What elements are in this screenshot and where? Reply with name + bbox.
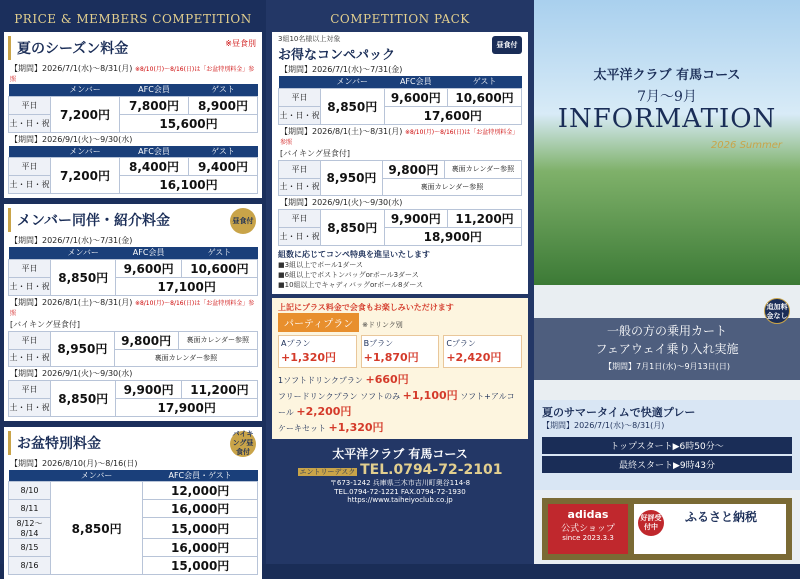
date-cell: 8/10 [9,482,51,500]
price-cell: 9,800円 [114,331,178,349]
soft-label: ソフトのみ [360,392,400,401]
cart-line: 一般の方の乗用カート [538,322,796,340]
price-cell: 7,200円 [51,158,120,194]
price-cell: 8,850円 [321,88,385,124]
free-drink-label: フリードリンクプラン [278,392,358,401]
period: 【期間】2026/9/1(火)～9/30(水) [8,133,258,146]
price-panel [0,0,266,564]
price-cell: 裏面カレンダー参照 [114,349,257,366]
price-cell: 17,900円 [116,398,258,416]
tel-fax: TEL.0794-72-1221 FAX.0794-72-1930 [272,488,528,496]
price-cell: 18,900円 [384,227,521,245]
row-label: 土・日・祝 [279,106,321,124]
one-drink-label: 1ソフトドリンクプラン [278,376,363,385]
summer-title: 夏のサマータイムで快適プレー [542,404,792,420]
row-label: 平日 [9,331,51,349]
last-start: 最終スタート▶9時43分 [542,456,792,473]
price-cell: 10,600円 [181,259,257,277]
col-afc: AFC会員 [120,146,189,158]
meal-plans [272,298,528,439]
cart-line: フェアウェイ乗り入れ実施 [538,340,796,358]
pack-table [278,209,522,246]
website-link[interactable]: https://www.taiheiyoclub.co.jp [272,496,528,504]
price-cell: 8,950円 [321,160,383,195]
col-guest: ゲスト [181,247,257,259]
address: 〒673-1242 兵庫県三木市吉川町奥谷114-8 [272,478,528,488]
period: 【期間】2026/8/1(土)～8/31(月) [10,298,132,307]
period: 【期間】2026/7/1(水)～7/31(金) [8,234,258,247]
price-cell: 16,000円 [143,539,258,557]
viking-note: [バイキング昼食付] [8,318,258,331]
price-table [8,247,258,296]
row-label: 土・日・祝 [9,176,51,194]
months: 7月～9月 [534,86,800,106]
price-cell: 8,400円 [120,158,189,176]
cart-notice [534,318,800,380]
promo-strip [542,498,792,560]
panel-title: PRICE & MEMBERS COMPETITION [4,4,262,32]
price-table [8,84,258,133]
summer-card [4,32,262,198]
price-cell: 17,100円 [116,277,258,295]
row-label: 土・日・祝 [9,114,51,132]
gift-line: ■10組以上でキャディバッグorボール8ダース [278,280,522,290]
cart-period: 【期間】7月1日(水)～9月13日(日) [538,358,796,376]
pack-table [278,160,522,196]
col-afc-guest: AFC会員・ゲスト [143,470,258,482]
note: ※8/10(月)～8/16(日)は「お盆特別料金」参照 [10,66,254,83]
referral-title: メンバー同伴・紹介料金 [8,208,258,232]
lunch-badge: 昼食付 [230,208,256,234]
date-cell: 8/12～8/14 [9,518,51,539]
plan-label: Cプラン [446,339,476,348]
obon-card [4,427,262,579]
col-guest: ゲスト [189,84,258,96]
contact-block [272,445,528,504]
price-cell: 9,900円 [384,209,448,227]
price-cell: 8,850円 [51,380,116,416]
soft-price: +1,100円 [403,389,458,402]
plan-price: +1,870円 [364,351,419,364]
col-member: メンバー [51,84,120,96]
alc-label: ソフト+アルコール [278,392,515,417]
gift-title: 組数に応じてコンペ特典を進呈いたします [278,249,522,260]
pack-card [272,32,528,294]
alc-price: +2,200円 [296,405,351,418]
plan-a [278,335,357,368]
party-title: パーティプラン [278,313,359,332]
row-label: 土・日・祝 [279,178,321,195]
date-cell: 8/16 [9,557,51,575]
row-label: 平日 [279,160,321,178]
price-cell: 11,200円 [181,380,257,398]
price-cell: 15,600円 [120,114,258,132]
info-panel [534,0,800,564]
period: 【期間】2026/9/1(火)～9/30(水) [278,196,522,209]
row-label: 平日 [9,380,51,398]
one-drink-price: +660円 [365,373,408,386]
price-cell: 裏面カレンダー参照 [444,160,521,178]
obon-table [8,470,258,576]
gift-line: ■3組以上でボール1ダース [278,260,522,270]
price-cell: 7,200円 [51,96,120,132]
col-afc: AFC会員 [120,84,189,96]
price-cell: 8,950円 [51,331,115,366]
row-label: 土・日・祝 [279,227,321,245]
row-label: 平日 [279,88,321,106]
top-start: トップスタート▶6時50分～ [542,437,792,454]
price-cell: 9,600円 [116,259,181,277]
pack-sub: 3組10名様以上対象 [278,34,522,44]
col-member: メンバー [51,470,143,482]
price-cell: 15,000円 [143,557,258,575]
price-cell: 12,000円 [143,482,258,500]
furusato-box[interactable] [634,504,786,554]
club-name: 太平洋クラブ 有馬コース [534,64,800,83]
no-fee-badge: 追加料金なし [764,298,790,324]
col-member: メンバー [51,146,120,158]
shop-label: 公式ショップ [552,521,624,534]
price-cell: 15,000円 [143,518,258,539]
price-cell: 17,600円 [384,106,521,124]
panel-title: COMPETITION PACK [272,4,528,32]
period: 【期間】2026/8/1(土)～8/31(月) [280,127,402,136]
viking-badge: バイキング昼食付 [230,431,256,457]
pack-table [278,76,522,125]
summer-time [534,400,800,490]
since-label: since 2023.3.3 [552,534,624,542]
summer-title: 夏のシーズン料金 [8,36,258,60]
col-afc: AFC会員 [116,247,181,259]
price-table [8,331,258,367]
price-cell: 裏面カレンダー参照 [382,178,521,195]
row-label: 土・日・祝 [9,349,51,366]
price-cell: 8,850円 [321,209,385,245]
obon-title: お盆特別料金 [8,431,258,455]
row-label: 平日 [9,158,51,176]
price-cell: 10,600円 [448,88,522,106]
cake-label: ケーキセット [278,424,326,433]
adidas-shop[interactable] [548,504,628,554]
price-table [8,380,258,417]
price-cell: 7,800円 [120,96,189,114]
date-cell: 8/11 [9,500,51,518]
gift-line: ■6組以上でボストンバッグorボール3ダース [278,270,522,280]
pack-title: お得なコンペパック [278,44,522,63]
date-cell: 8/15 [9,539,51,557]
course-photo [534,0,800,285]
popular-badge: 好評受付中 [638,510,664,536]
entry-desk: エントリーデスク [298,468,358,476]
price-cell: 11,200円 [448,209,522,227]
period: 【期間】2026/9/1(火)～9/30(水) [8,367,258,380]
viking-note: [バイキング昼食付] [278,147,522,160]
period: 【期間】2026/8/10(月)～8/16(日) [8,457,258,470]
col-guest: ゲスト [448,76,522,88]
col-guest: ゲスト [189,146,258,158]
col-member: メンバー [321,76,385,88]
cake-price: +1,320円 [329,421,384,434]
price-cell: 9,800円 [382,160,444,178]
plan-b [361,335,440,368]
competition-panel [266,0,534,564]
price-table [8,146,258,195]
tel-link[interactable]: TEL.0794-72-2101 [360,462,502,478]
furusato-title: ふるさと納税 [660,508,782,525]
referral-card [4,204,262,421]
price-cell: 8,900円 [189,96,258,114]
note: ※8/10(月)～8/16(日)は「お盆特別料金」参照 [280,129,518,146]
club-name: 太平洋クラブ 有馬コース [272,445,528,462]
plan-price: +1,320円 [281,351,336,364]
summer-period: 【期間】2026/7/1(水)～8/31(月) [542,420,792,431]
lunch-note: ※昼食別 [225,38,256,49]
period: 【期間】2026/7/1(水)～8/31(月) [10,64,132,73]
plan-c [443,335,522,368]
row-label: 平日 [9,96,51,114]
row-label: 平日 [9,259,51,277]
note: ※8/10(月)～8/16(日)は「お盆特別料金」参照 [10,300,254,317]
plus-note: 上記にプラス料金で会食もお楽しみいただけます [278,302,522,313]
price-cell: 9,600円 [384,88,448,106]
lunch-badge: 昼食付 [492,36,522,54]
year-script: 2026 Summer [711,140,782,151]
plan-label: Aプラン [281,339,310,348]
price-cell: 9,400円 [189,158,258,176]
info-title: INFORMATION [534,104,800,134]
plan-price: +2,420円 [446,351,501,364]
price-cell: 16,100円 [120,176,258,194]
price-cell: 裏面カレンダー参照 [178,331,258,349]
col-afc: AFC会員 [384,76,448,88]
drink-note: ※ドリンク別 [362,321,403,329]
adidas-logo: adidas [552,508,624,521]
row-label: 平日 [279,209,321,227]
price-cell: 16,000円 [143,500,258,518]
price-cell: 9,900円 [116,380,181,398]
row-label: 土・日・祝 [9,277,51,295]
row-label: 土・日・祝 [9,398,51,416]
price-cell: 8,850円 [51,259,116,295]
price-cell: 8,850円 [51,482,143,575]
plan-label: Bプラン [364,339,394,348]
period: 【期間】2026/7/1(水)～7/31(金) [278,63,522,76]
col-member: メンバー [51,247,116,259]
